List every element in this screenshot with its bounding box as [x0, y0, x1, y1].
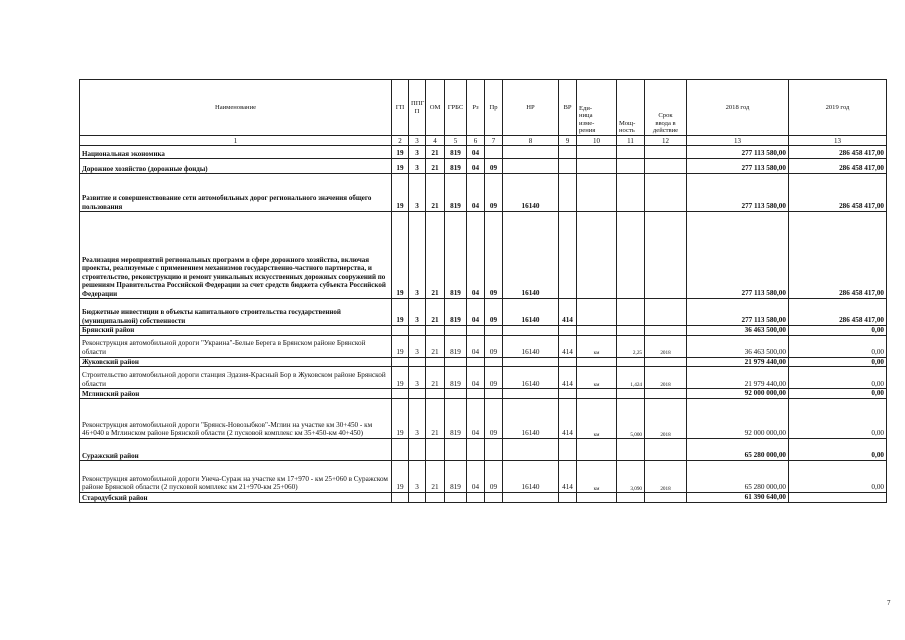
cell-pr: 09: [485, 335, 503, 357]
cell-om: 21: [426, 299, 445, 326]
cell-nr: 16140: [503, 212, 559, 299]
cell-ppgp: [409, 326, 426, 336]
cell-vr: [559, 492, 577, 502]
cell-rz: 04: [467, 367, 485, 389]
cell-grbs: 819: [445, 335, 467, 357]
cell-nr: 16140: [503, 367, 559, 389]
cell-y2018: 92 000 000,00: [687, 398, 789, 438]
cell-pr: 09: [485, 398, 503, 438]
cell-cap: [617, 492, 645, 502]
cell-y2018: 277 113 580,00: [687, 299, 789, 326]
header-ppgp-line1: ППГ: [411, 99, 425, 107]
cell-nr: 16140: [503, 398, 559, 438]
cell-unit: [577, 212, 617, 299]
cell-y2019: 0,00: [789, 357, 887, 367]
cell-gp: [392, 438, 409, 460]
table-row: [80, 326, 887, 336]
cell-y2019: 0,00: [789, 326, 887, 336]
cell-om: [426, 492, 445, 502]
cell-term: [645, 212, 687, 299]
cell-om: 21: [426, 367, 445, 389]
cell-y2019: [789, 492, 887, 502]
cell-name: Брянский район: [80, 326, 392, 336]
cell-y2019: 0,00: [789, 398, 887, 438]
cell-rz: 04: [467, 398, 485, 438]
cell-grbs: 819: [445, 146, 467, 159]
cell-cap: [617, 146, 645, 159]
col-number: 1: [80, 136, 392, 146]
cell-gp: 19: [392, 299, 409, 326]
cell-y2018: 61 390 640,00: [687, 492, 789, 502]
cell-unit: [577, 174, 617, 212]
cell-pr: 09: [485, 212, 503, 299]
cell-term: 2018: [645, 398, 687, 438]
cell-nr: [503, 159, 559, 174]
header-rz: Рз: [467, 80, 485, 136]
column-number-row: [80, 136, 887, 146]
cell-cap: [617, 174, 645, 212]
cell-ppgp: 3: [409, 159, 426, 174]
cell-grbs: [445, 492, 467, 502]
cell-nr: 16140: [503, 174, 559, 212]
header-ppgp-line2: П: [414, 107, 420, 115]
cell-rz: [467, 389, 485, 399]
table-row: [80, 367, 887, 389]
cell-rz: 04: [467, 146, 485, 159]
cell-y2019: 0,00: [789, 367, 887, 389]
cell-grbs: 819: [445, 460, 467, 492]
cell-vr: 414: [559, 335, 577, 357]
cell-pr: 09: [485, 159, 503, 174]
cell-term: [645, 159, 687, 174]
cell-om: [426, 357, 445, 367]
cell-y2019: 0,00: [789, 335, 887, 357]
cell-nr: [503, 492, 559, 502]
cell-ppgp: 3: [409, 146, 426, 159]
col-number: 5: [445, 136, 467, 146]
table-row: [80, 335, 887, 357]
cell-om: [426, 326, 445, 336]
cell-unit: км: [577, 460, 617, 492]
cell-y2019: 286 458 417,00: [789, 146, 887, 159]
cell-pr: 09: [485, 174, 503, 212]
cell-rz: 04: [467, 159, 485, 174]
cell-gp: 19: [392, 335, 409, 357]
cell-y2018: 277 113 580,00: [687, 174, 789, 212]
cell-vr: [559, 326, 577, 336]
cell-om: 21: [426, 398, 445, 438]
cell-name: Национальная экономика: [80, 146, 392, 159]
cell-rz: 04: [467, 212, 485, 299]
cell-y2019: 286 458 417,00: [789, 174, 887, 212]
cell-y2018: 36 463 500,00: [687, 335, 789, 357]
cell-rz: 04: [467, 460, 485, 492]
cell-unit: [577, 389, 617, 399]
cell-unit: км: [577, 367, 617, 389]
cell-vr: [559, 146, 577, 159]
cell-rz: [467, 357, 485, 367]
cell-cap: [617, 299, 645, 326]
table-row: [80, 174, 887, 212]
cell-term: [645, 174, 687, 212]
cell-grbs: 819: [445, 367, 467, 389]
header-term: Срок вводa в действие: [645, 80, 687, 136]
cell-nr: [503, 389, 559, 399]
header-name: Наименование: [80, 80, 392, 136]
cell-vr: [559, 174, 577, 212]
col-number: 8: [503, 136, 559, 146]
cell-cap: [617, 438, 645, 460]
cell-cap: 3,090: [617, 460, 645, 492]
cell-name: Бюджетные инвестиции в объекты капитального строительства государственной (муниципальной) собственности: [80, 299, 392, 326]
cell-pr: [485, 357, 503, 367]
cell-gp: [392, 492, 409, 502]
cell-term: [645, 389, 687, 399]
cell-vr: 414: [559, 398, 577, 438]
cell-grbs: [445, 438, 467, 460]
cell-y2019: 0,00: [789, 389, 887, 399]
col-number: 11: [617, 136, 645, 146]
header-row: [80, 80, 887, 136]
cell-term: [645, 438, 687, 460]
col-number: 7: [485, 136, 503, 146]
table-row: [80, 460, 887, 492]
cell-name: Дорожное хозяйство (дорожные фонды): [80, 159, 392, 174]
cell-om: 21: [426, 460, 445, 492]
cell-om: 21: [426, 335, 445, 357]
cell-vr: 414: [559, 367, 577, 389]
table-row: [80, 492, 887, 502]
cell-cap: [617, 159, 645, 174]
cell-y2018: 65 280 000,00: [687, 438, 789, 460]
cell-vr: [559, 159, 577, 174]
col-number: 12: [645, 136, 687, 146]
cell-y2018: 21 979 440,00: [687, 357, 789, 367]
cell-grbs: [445, 357, 467, 367]
cell-name: Реконструкция автомобильной дороги "Брянск-Новозыбков"-Мглин на участке км 30+450 - км 46+040 в Мглинском районе Брянской области (2 пусковой комплекс км 35+450-км 40+450): [80, 398, 392, 438]
cell-name: Реконструкция автомобильной дороги Унеча-Сураж на участке км 17+970 - км 25+060 в Суражском районе Брянской области (2 пусковой комплекс км 21+970-км 25+060): [80, 460, 392, 492]
cell-ppgp: 3: [409, 335, 426, 357]
table-row: [80, 398, 887, 438]
cell-unit: [577, 146, 617, 159]
header-2018: 2018 год: [687, 80, 789, 136]
cell-name: Мглинский район: [80, 389, 392, 399]
cell-om: 21: [426, 212, 445, 299]
cell-name: Реконструкция автомобильной дороги "Украина"-Белые Берега в Брянском районе Брянской области: [80, 335, 392, 357]
cell-pr: [485, 146, 503, 159]
header-2019: 2019 год: [789, 80, 887, 136]
col-number: 3: [409, 136, 426, 146]
header-vr: ВР: [559, 80, 577, 136]
col-number: 10: [577, 136, 617, 146]
cell-name: Суражский район: [80, 438, 392, 460]
cell-unit: [577, 438, 617, 460]
cell-unit: [577, 299, 617, 326]
cell-grbs: [445, 389, 467, 399]
cell-term: [645, 299, 687, 326]
cell-y2018: 277 113 580,00: [687, 146, 789, 159]
cell-vr: [559, 438, 577, 460]
cell-y2018: 92 000 000,00: [687, 389, 789, 399]
cell-term: 2018: [645, 335, 687, 357]
cell-cap: [617, 326, 645, 336]
col-number: 13: [687, 136, 789, 146]
cell-pr: [485, 326, 503, 336]
cell-y2018: 277 113 580,00: [687, 212, 789, 299]
cell-vr: [559, 212, 577, 299]
cell-ppgp: [409, 492, 426, 502]
cell-rz: 04: [467, 335, 485, 357]
cell-ppgp: 3: [409, 367, 426, 389]
cell-y2019: 286 458 417,00: [789, 299, 887, 326]
cell-unit: км: [577, 335, 617, 357]
cell-grbs: 819: [445, 398, 467, 438]
cell-y2018: 21 979 440,00: [687, 367, 789, 389]
cell-y2019: 0,00: [789, 438, 887, 460]
cell-term: [645, 326, 687, 336]
cell-nr: [503, 357, 559, 367]
cell-rz: 04: [467, 174, 485, 212]
cell-gp: 19: [392, 212, 409, 299]
cell-ppgp: [409, 389, 426, 399]
cell-grbs: 819: [445, 299, 467, 326]
cell-gp: 19: [392, 367, 409, 389]
cell-rz: 04: [467, 299, 485, 326]
cell-nr: [503, 326, 559, 336]
cell-cap: 5,000: [617, 398, 645, 438]
cell-unit: [577, 492, 617, 502]
cell-gp: [392, 389, 409, 399]
header-pr: Пр: [485, 80, 503, 136]
cell-name: Жуковский район: [80, 357, 392, 367]
cell-pr: [485, 438, 503, 460]
cell-cap: 2,25: [617, 335, 645, 357]
cell-nr: 16140: [503, 460, 559, 492]
cell-cap: [617, 212, 645, 299]
cell-gp: 19: [392, 460, 409, 492]
cell-grbs: 819: [445, 159, 467, 174]
cell-y2018: 36 463 500,00: [687, 326, 789, 336]
cell-gp: [392, 357, 409, 367]
cell-ppgp: [409, 438, 426, 460]
cell-gp: 19: [392, 398, 409, 438]
cell-gp: 19: [392, 146, 409, 159]
cell-ppgp: 3: [409, 174, 426, 212]
cell-nr: [503, 438, 559, 460]
header-ppgp: [409, 80, 426, 136]
cell-name: Строительство автомобильной дороги станция Эдазия-Красный Бор в Жуковском районе Брянской области: [80, 367, 392, 389]
cell-om: [426, 438, 445, 460]
table-row: [80, 299, 887, 326]
header-nr: НР: [503, 80, 559, 136]
cell-grbs: [445, 326, 467, 336]
cell-unit: [577, 326, 617, 336]
cell-om: 21: [426, 159, 445, 174]
header-om: ОМ: [426, 80, 445, 136]
cell-name: Стародубский район: [80, 492, 392, 502]
cell-ppgp: 3: [409, 460, 426, 492]
cell-pr: [485, 389, 503, 399]
table-row: [80, 212, 887, 299]
cell-gp: [392, 326, 409, 336]
header-grbs: ГРБС: [445, 80, 467, 136]
cell-pr: [485, 492, 503, 502]
cell-vr: 414: [559, 299, 577, 326]
cell-om: [426, 389, 445, 399]
col-number: 2: [392, 136, 409, 146]
cell-vr: 414: [559, 460, 577, 492]
cell-term: [645, 492, 687, 502]
cell-term: 2018: [645, 367, 687, 389]
cell-cap: [617, 389, 645, 399]
cell-gp: 19: [392, 174, 409, 212]
cell-y2018: 65 280 000,00: [687, 460, 789, 492]
cell-ppgp: 3: [409, 299, 426, 326]
cell-grbs: 819: [445, 212, 467, 299]
cell-term: [645, 357, 687, 367]
cell-nr: 16140: [503, 299, 559, 326]
cell-om: 21: [426, 174, 445, 212]
cell-pr: 09: [485, 299, 503, 326]
cell-name: Реализация мероприятий региональных программ в сфере дорожного хозяйства, включая проекты, реализуемые с применением механизмов государственно-частного партнерства, и строительство, реконструкцию и ремонт уникальных искусственных дорожных сооружений по решениям Правительства Российской Федерации за счет средств бюджета субъекта Российской Федерации: [80, 212, 392, 299]
cell-ppgp: 3: [409, 212, 426, 299]
header-gp: ГП: [392, 80, 409, 136]
cell-y2019: 286 458 417,00: [789, 159, 887, 174]
cell-unit: [577, 159, 617, 174]
col-number: 9: [559, 136, 577, 146]
cell-cap: [617, 357, 645, 367]
table-row: [80, 389, 887, 399]
table-row: [80, 146, 887, 159]
cell-om: 21: [426, 146, 445, 159]
cell-pr: 09: [485, 460, 503, 492]
header-capacity: Мощ- ность: [617, 80, 645, 136]
cell-rz: [467, 492, 485, 502]
cell-ppgp: [409, 357, 426, 367]
cell-y2018: 277 113 580,00: [687, 159, 789, 174]
col-number: 13: [789, 136, 887, 146]
cell-rz: [467, 326, 485, 336]
cell-y2019: 0,00: [789, 460, 887, 492]
budget-table: [79, 79, 887, 503]
cell-name: Развитие и совершенствование сети автомобильных дорог регионального значения общего пользования: [80, 174, 392, 212]
table-row: [80, 438, 887, 460]
cell-unit: [577, 357, 617, 367]
cell-term: [645, 146, 687, 159]
cell-term: 2018: [645, 460, 687, 492]
cell-y2019: 286 458 417,00: [789, 212, 887, 299]
col-number: 6: [467, 136, 485, 146]
cell-pr: 09: [485, 367, 503, 389]
cell-vr: [559, 389, 577, 399]
cell-cap: 1,424: [617, 367, 645, 389]
cell-grbs: 819: [445, 174, 467, 212]
cell-unit: км: [577, 398, 617, 438]
cell-nr: [503, 146, 559, 159]
table-row: [80, 357, 887, 367]
cell-nr: 16140: [503, 335, 559, 357]
col-number: 4: [426, 136, 445, 146]
cell-rz: [467, 438, 485, 460]
page-number: 7: [887, 599, 891, 607]
cell-gp: 19: [392, 159, 409, 174]
cell-ppgp: 3: [409, 398, 426, 438]
cell-vr: [559, 357, 577, 367]
table-row: [80, 159, 887, 174]
header-unit: Еди- ница изме- рения: [577, 80, 617, 136]
